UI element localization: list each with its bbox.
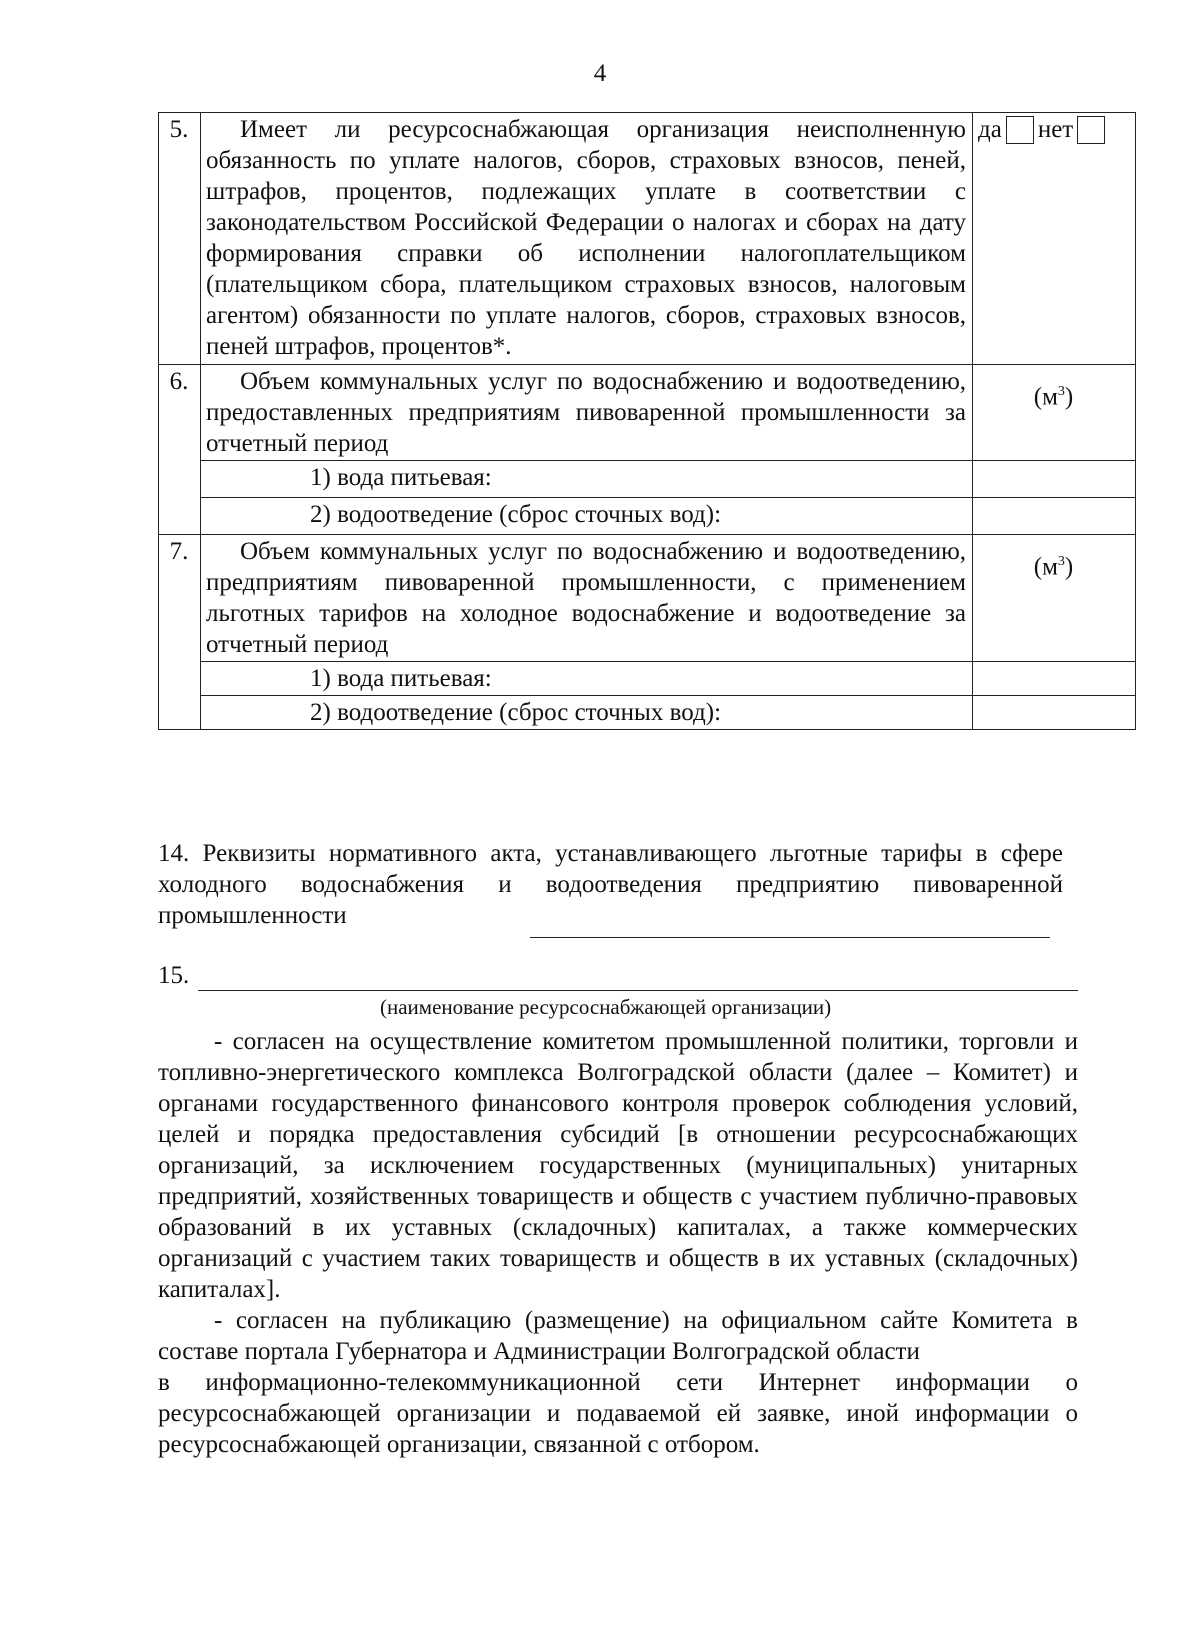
row-number: 6. (159, 365, 201, 535)
unit-label: $(м^3)$ (1033, 553, 1074, 581)
table-row (159, 662, 1136, 696)
consent-publication-continued: в информационно-телекоммуникационной сети Интернет информации о ресурсоснабжающей организации и подаваемой ей заявке, иной информации о ресурсоснабжающей организации, связанной с отбором. (158, 1369, 1078, 1458)
yes-checkbox[interactable] (1006, 116, 1034, 144)
consent-inspection: - согласен на осуществление комитетом промышленной политики, торговли и топливно-энергетического комплекса Волгоградской области (далее – Комитет) и органами государственного финансового контроля проверок соблюдения условий, целей и порядка предоставления субсидий [в отношении ресурсоснабжающих организаций, за исключением государственных (муниципальных) унитарных предприятий, хозяйственных товариществ и обществ с участием публично-правовых образований в их уставных (складочных) капиталах, а также коммерческих организаций с участием таких товариществ и обществ в их уставных (складочных) капиталах]. (158, 1028, 1078, 1303)
no-checkbox[interactable] (1077, 116, 1105, 144)
table-row (159, 498, 1136, 535)
answer-cell[interactable] (973, 498, 1136, 535)
yes-label: да (978, 116, 1002, 143)
row-number: 7. (159, 535, 201, 730)
table-row (159, 461, 1136, 498)
table-row (159, 535, 1136, 662)
answer-cell[interactable] (973, 662, 1136, 696)
consent-publication: - согласен на публикацию (размещение) на официальном сайте Комитета в составе портала Губернатора и Администрации Волгоградской области (158, 1307, 1078, 1365)
yes-no-cell (973, 113, 1136, 365)
section-14-fill-line[interactable] (530, 937, 1050, 938)
section-15-number: 15. (158, 962, 190, 989)
organization-name-line[interactable] (198, 990, 1078, 991)
row-text: Имеет ли ресурсоснабжающая организация неисполненную обязанность по уплате налогов, сборов, страховых взносов, пеней, штрафов, процентов, подлежащих уплате в соответствии с законодательством Российской Федерации о налогах и сборах на дату формирования справки об исполнении налогоплательщиком (плательщиком сбора, плательщиком страховых взносов, налоговым агентом) обязанности по уплате налогов, сборов, страховых взносов, пеней штрафов, процентов*. (201, 113, 973, 365)
organization-name-caption: (наименование ресурсоснабжающей организации) (380, 995, 832, 1019)
answer-cell[interactable] (973, 696, 1136, 730)
section-14-text: 14. Реквизиты нормативного акта, устанавливающего льготные тарифы в сфере холодного водоснабжения и водоотведения предприятию пивоваренной промышленности (158, 840, 1063, 929)
row-text: Объем коммунальных услуг по водоснабжению и водоотведению, предприятиям пивоваренной промышленности, с применением льготных тарифов на холодное водоснабжение и водоотведение за отчетный период (201, 535, 973, 662)
sub-item-label: 1) вода питьевая: (201, 662, 973, 696)
unit-cell (973, 535, 1136, 662)
sub-item-label: 2) водоотведение (сброс сточных вод): (201, 498, 973, 535)
no-label: нет (1037, 116, 1074, 143)
answer-cell[interactable] (973, 461, 1136, 498)
page-number: 4 (593, 60, 607, 87)
section-14 (158, 838, 1063, 931)
unit-cell (973, 365, 1136, 461)
table-row (159, 365, 1136, 461)
table-row (159, 696, 1136, 730)
sub-item-label: 2) водоотведение (сброс сточных вод): (201, 696, 973, 730)
table-row (159, 113, 1136, 365)
section-15-body (158, 1026, 1078, 1460)
sub-item-label: 1) вода питьевая: (201, 461, 973, 498)
form-table (158, 112, 1136, 730)
unit-label: $(м^3)$ (1033, 383, 1074, 411)
row-number: 5. (159, 113, 201, 365)
row-text: Объем коммунальных услуг по водоснабжению и водоотведению, предоставленных предприятиям пивоваренной промышленности за отчетный период (201, 365, 973, 461)
